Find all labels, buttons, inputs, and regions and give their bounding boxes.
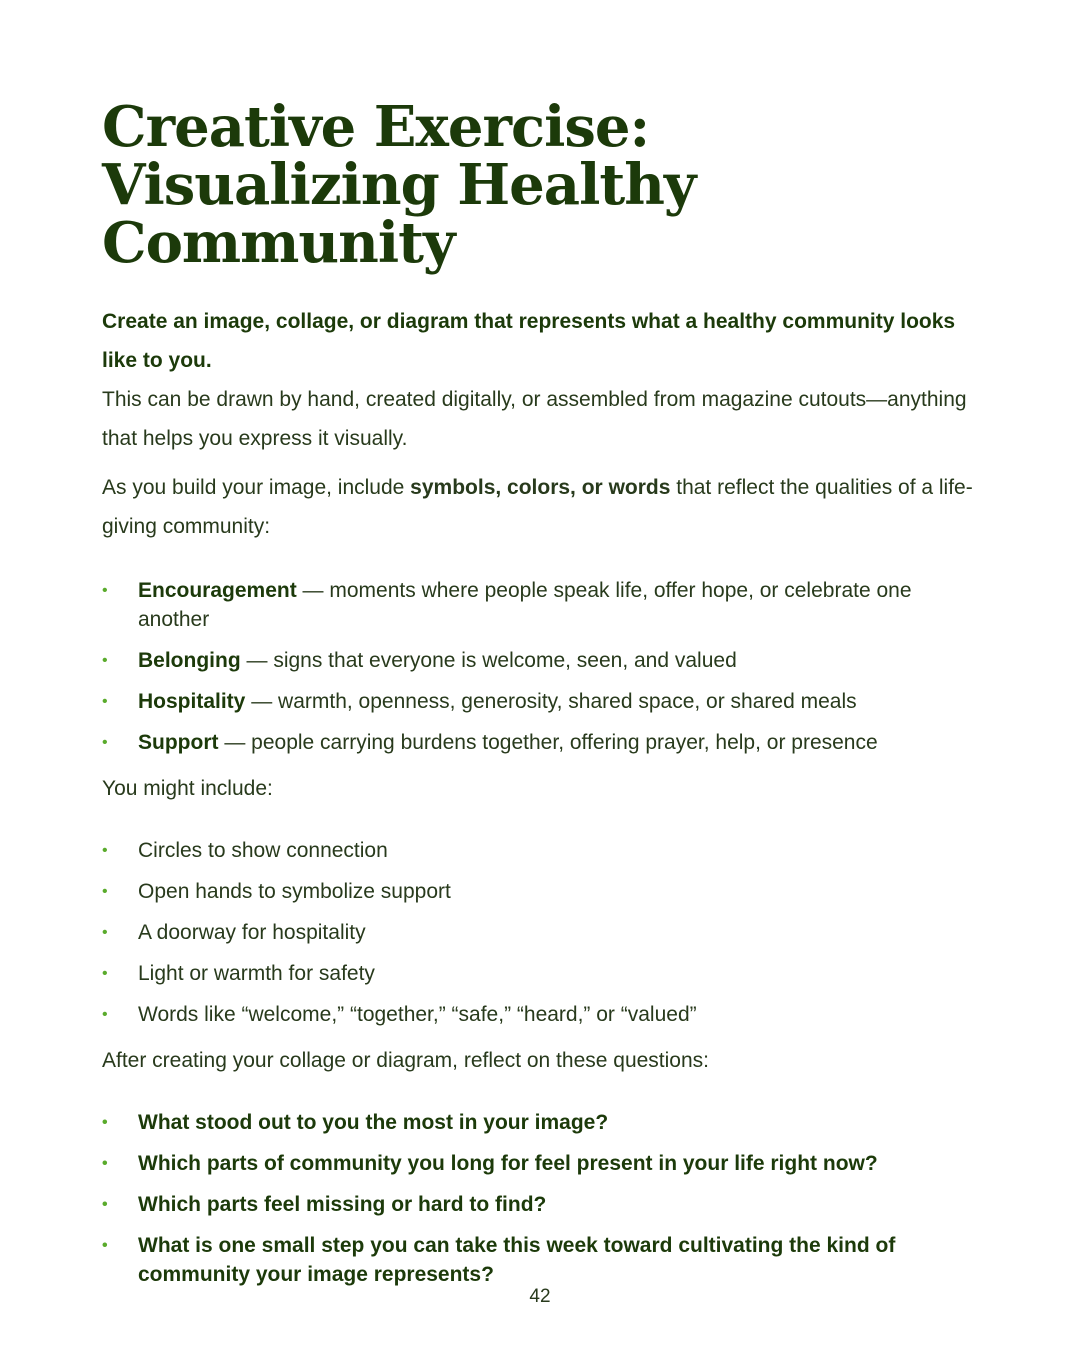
quality-desc: — warmth, openness, generosity, shared space, or shared meals — [245, 690, 857, 713]
idea-text: A doorway for hospitality — [138, 921, 366, 944]
questions-list — [102, 1108, 982, 1289]
bullet-icon: • — [102, 582, 108, 599]
bullet-icon: • — [102, 1114, 108, 1131]
list-item — [102, 576, 982, 634]
intro-paragraph: This can be drawn by hand, created digitally, or assembled from magazine cutouts—anything that helps you express it visually. — [102, 388, 967, 450]
list-item — [102, 646, 982, 675]
bullet-icon: • — [102, 1196, 108, 1213]
bullet-icon: • — [102, 734, 108, 751]
list-item — [102, 877, 982, 906]
idea-text: Words like “welcome,” “together,” “safe,” “heard,” or “valued” — [138, 1003, 697, 1026]
page-content — [102, 94, 982, 1301]
list-item — [102, 1231, 982, 1289]
quality-term: Belonging — [138, 649, 241, 672]
list-item — [102, 959, 982, 988]
list-item — [102, 1149, 982, 1178]
question-text: What stood out to you the most in your image? — [138, 1111, 609, 1134]
bullet-icon: • — [102, 693, 108, 710]
bullet-icon: • — [102, 924, 108, 941]
quality-desc: — moments where people speak life, offer hope, or celebrate one another — [138, 579, 912, 631]
idea-text: Light or warmth for safety — [138, 962, 375, 985]
list-item — [102, 728, 982, 757]
quality-term: Support — [138, 731, 219, 754]
list-item — [102, 918, 982, 947]
page-title: Creative Exercise: Visualizing Healthy Community — [102, 94, 696, 276]
might-include-label: You might include: — [102, 777, 273, 800]
idea-text: Circles to show connection — [138, 839, 388, 862]
page-number: 42 — [529, 1286, 551, 1307]
ideas-list — [102, 836, 982, 1029]
list-item — [102, 1108, 982, 1137]
quality-term: Hospitality — [138, 690, 246, 713]
question-text: Which parts feel missing or hard to find? — [138, 1193, 547, 1216]
qualities-list — [102, 576, 982, 757]
quality-desc: — signs that everyone is welcome, seen, and valued — [240, 649, 737, 672]
quality-desc: — people carrying burdens together, offering prayer, help, or presence — [218, 731, 878, 754]
bullet-icon: • — [102, 652, 108, 669]
build-text-after: that reflect the qualities of a life-giving community: — [102, 476, 973, 538]
bullet-icon: • — [102, 1237, 108, 1254]
question-text: What is one small step you can take this week toward cultivating the kind of community your image represents? — [138, 1234, 896, 1286]
bullet-icon: • — [102, 965, 108, 982]
bullet-icon: • — [102, 1006, 108, 1023]
list-item — [102, 687, 982, 716]
bullet-icon: • — [102, 1155, 108, 1172]
idea-text: Open hands to symbolize support — [138, 880, 451, 903]
list-item — [102, 836, 982, 865]
build-text-bold: symbols, colors, or words — [410, 476, 671, 499]
build-paragraph — [102, 468, 982, 546]
bullet-icon: • — [102, 883, 108, 900]
question-text: Which parts of community you long for feel present in your life right now? — [138, 1152, 878, 1175]
list-item — [102, 1000, 982, 1029]
list-item — [102, 1190, 982, 1219]
build-text-before: As you build your image, include — [102, 476, 411, 499]
lead-instruction: Create an image, collage, or diagram that represents what a healthy community looks like to you. — [102, 310, 956, 372]
bullet-icon: • — [102, 842, 108, 859]
quality-term: Encouragement — [138, 579, 297, 602]
after-creating-label: After creating your collage or diagram, reflect on these questions: — [102, 1049, 709, 1072]
